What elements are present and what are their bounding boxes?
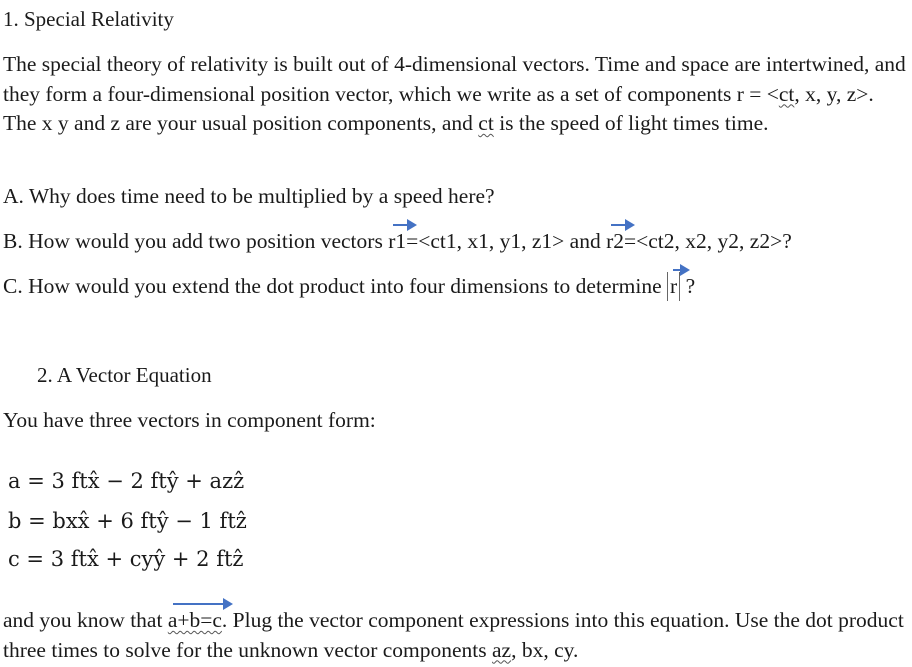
- vector-sum-equation: a+b=c: [168, 606, 222, 636]
- outro-text-c: , bx, cy.: [511, 637, 579, 662]
- question-b: [3, 227, 792, 256]
- intro-text-b: , x, y, z>. The x y and z are your usual position components, and: [3, 81, 874, 135]
- equation-c: c = 3 ftx̂ + cyŷ + 2 ftẑ: [8, 547, 244, 571]
- section2-title: 2. A Vector Equation: [37, 363, 212, 387]
- question-b-text-a: B. How would you add two position vectors: [3, 229, 389, 253]
- section1-title: 1. Special Relativity: [3, 7, 174, 31]
- ct-term-2: ct: [478, 111, 494, 135]
- az-term: az: [492, 637, 512, 662]
- question-b-text-c: =<ct2, x2, y2, z2>?: [624, 229, 792, 253]
- intro-text-c: is the speed of light times time.: [493, 111, 769, 135]
- question-c-text-a: C. How would you extend the dot product into four dimensions to determine: [3, 274, 668, 298]
- ct-term: ct: [778, 81, 795, 106]
- outro-text-a: and you know that: [3, 608, 168, 632]
- section2-outro: [3, 606, 909, 665]
- section2-intro: You have three vectors in component form:: [3, 408, 376, 432]
- intro-text-a: The special theory of relativity is built out of 4-dimensional vectors. Time and space are intertwined, and they form a four-dimensional position vector, which we write as a set of components r = <: [3, 52, 906, 106]
- question-c: [3, 272, 695, 301]
- section1-intro: [3, 50, 909, 139]
- equation-b: b = bxx̂ + 6 ftŷ − 1 ftẑ: [8, 509, 247, 533]
- outro-text-b: . Plug the vector component expressions into this equation. Use the dot product three times to solve for the unknown vector components: [3, 608, 904, 662]
- question-a: A. Why does time need to be multiplied by a speed here?: [3, 184, 495, 208]
- r1-vector: r1: [388, 227, 406, 256]
- r-magnitude: r: [667, 272, 680, 301]
- r2-vector: r2: [606, 227, 624, 256]
- question-c-text-b: ?: [680, 274, 696, 298]
- question-b-text-b: =<ct1, x1, y1, z1> and: [406, 229, 607, 253]
- equation-a: a = 3 ftx̂ − 2 ftŷ + azẑ: [8, 469, 245, 493]
